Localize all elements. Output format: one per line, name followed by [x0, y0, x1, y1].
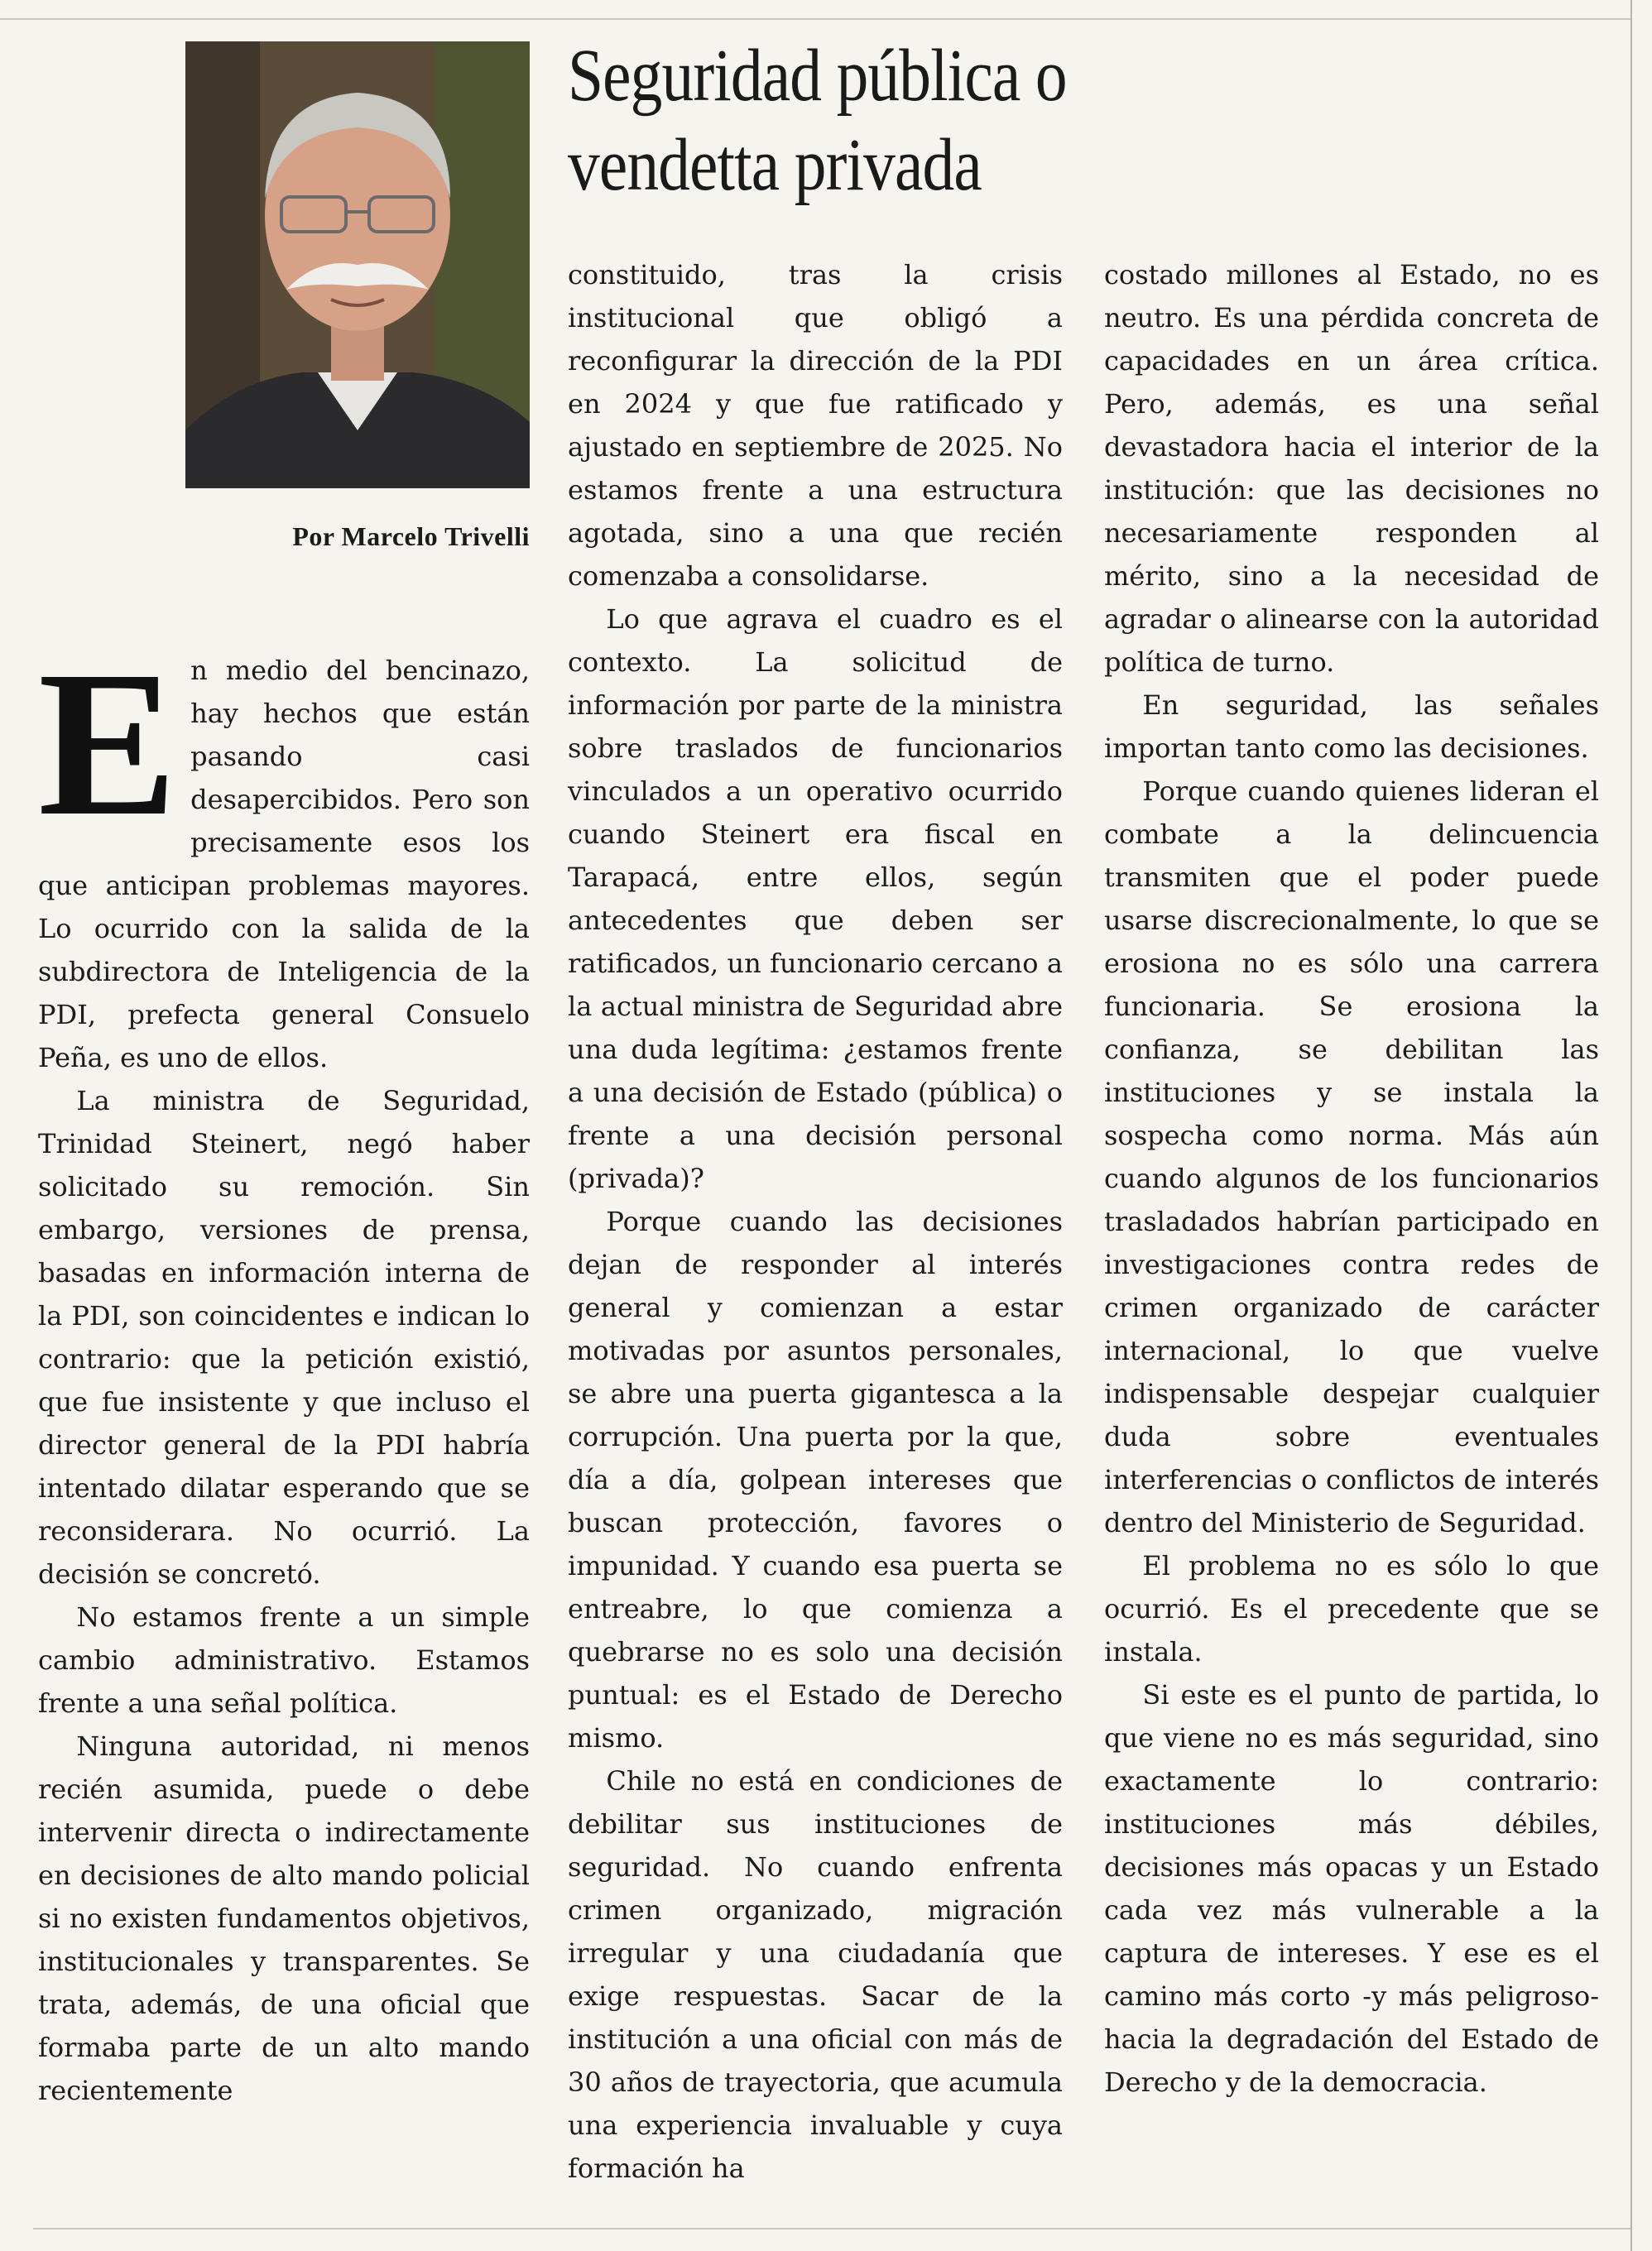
- paragraph: Lo que agrava el cuadro es el contexto. La solicitud de información por parte de la ministra sobre traslados de funcionarios vinculados a un operativo ocurrido cuando Steinert era fiscal en Tarapacá, entre ellos, según antecedentes que deben ser ratificados, un funcionario cercano a la actual ministra de Seguridad abre una duda legítima: ¿estamos frente a una decisión de Estado (pública) o frente a una decisión personal (privada)?: [568, 603, 1063, 1194]
- paragraph: El problema no es sólo lo que ocurrió. Es el precedente que se instala.: [1104, 1550, 1599, 1668]
- paragraph: La ministra de Seguridad, Trinidad Steinert, negó haber solicitado su remoción. Sin embargo, versiones de prensa, basadas en información interna de la PDI, son coincidentes e indican lo contrario: que la petición existió, que fue insistente y que incluso el director general de la PDI habría intentado dilatar esperando que se reconsiderara. No ocurrió. La decisión se concretó.: [38, 1085, 530, 1590]
- author-portrait-icon: [185, 41, 530, 488]
- column-3: [1104, 253, 1599, 2104]
- paragraph: Porque cuando quienes lideran el combate a la delincuencia transmiten que el poder puede usarse discrecionalmente, lo que se erosiona no es sólo una carrera funcionaria. Se erosiona la confianza, se debilitan las instituciones y se instala la sospecha como norma. Más aún cuando algunos de los funcionarios trasladados habrían participado en investigaciones contra redes de crimen organizado de carácter internacional, lo que vuelve indispensable despejar cualquier duda sobre eventuales interferencias o conflictos de interés dentro del Ministerio de Seguridad.: [1104, 775, 1599, 1538]
- paragraph: Ninguna autoridad, ni menos recién asumida, puede o debe intervenir directa o indirectamente en decisiones de alto mando policial si no existen fundamentos objetivos, institucionales y transparentes. Se trata, además, de una oficial que formaba parte de un alto mando recientemente: [38, 1730, 530, 2106]
- paragraph: constituido, tras la crisis institucional que obligó a reconfigurar la dirección de la PDI en 2024 y que fue ratificado y ajustado en septiembre de 2025. No estamos frente a una estructura agotada, sino a una que recién comenzaba a consolidarse.: [568, 259, 1063, 592]
- paragraph: Porque cuando las decisiones dejan de responder al interés general y comienzan a estar motivadas por asuntos personales, se abre una puerta gigantesca a la corrupción. Una puerta por la que, día a día, golpean intereses que buscan protección, favores o impunidad. Y cuando esa puerta se entreabre, lo que comienza a quebrarse no es solo una decisión puntual: es el Estado de Derecho mismo.: [568, 1206, 1063, 1754]
- paragraph: [38, 627, 530, 1079]
- paragraph: Chile no está en condiciones de debilitar sus instituciones de seguridad. No cuando enfrenta crimen organizado, migración irregular y una ciudadanía que exige respuestas. Sacar de la institución a una oficial con más de 30 años de trayectoria, que acumula una experiencia invaluable y cuya formación ha: [568, 1765, 1063, 2184]
- column-2: [568, 253, 1063, 2190]
- paragraph: Si este es el punto de partida, lo que viene no es más seguridad, sino exactamente lo contrario: instituciones más débiles, decisiones más opacas y un Estado cada vez más vulnerable a la captura de intereses. Y ese es el camino más corto -y más peligroso- hacia la degradación del Estado de Derecho y de la democracia.: [1104, 1679, 1599, 2098]
- paragraph: En seguridad, las señales importan tanto como las decisiones.: [1104, 689, 1599, 764]
- article-title: Seguridad pública o vendetta privada: [568, 35, 1067, 206]
- paragraph: costado millones al Estado, no es neutro. Es una pérdida concreta de capacidades en un área crítica. Pero, además, es una señal devastadora hacia el interior de la institución: que las decisiones no necesariamente responden al mérito, sino a la necesidad de agradar o alinearse con la autoridad política de turno.: [1104, 259, 1599, 678]
- paragraph: No estamos frente a un simple cambio administrativo. Estamos frente a una señal política.: [38, 1601, 530, 1719]
- top-rule: [0, 18, 1630, 20]
- author-byline: Por Marcelo Trivelli: [292, 521, 530, 551]
- paragraph-text: n medio del bencinazo, hay hechos que están pasando casi desapercibidos. Pero son precisamente esos los que anticipan problemas mayores. Lo ocurrido con la salida de la subdirectora de Inteligencia de la PDI, prefecta general Consuelo Peña, es uno de ellos.: [38, 655, 530, 1073]
- right-rule: [1630, 0, 1632, 2251]
- bottom-rule: [33, 2228, 1630, 2229]
- column-1: [38, 627, 530, 2112]
- author-photo: [185, 41, 530, 488]
- drop-cap: E: [38, 627, 178, 859]
